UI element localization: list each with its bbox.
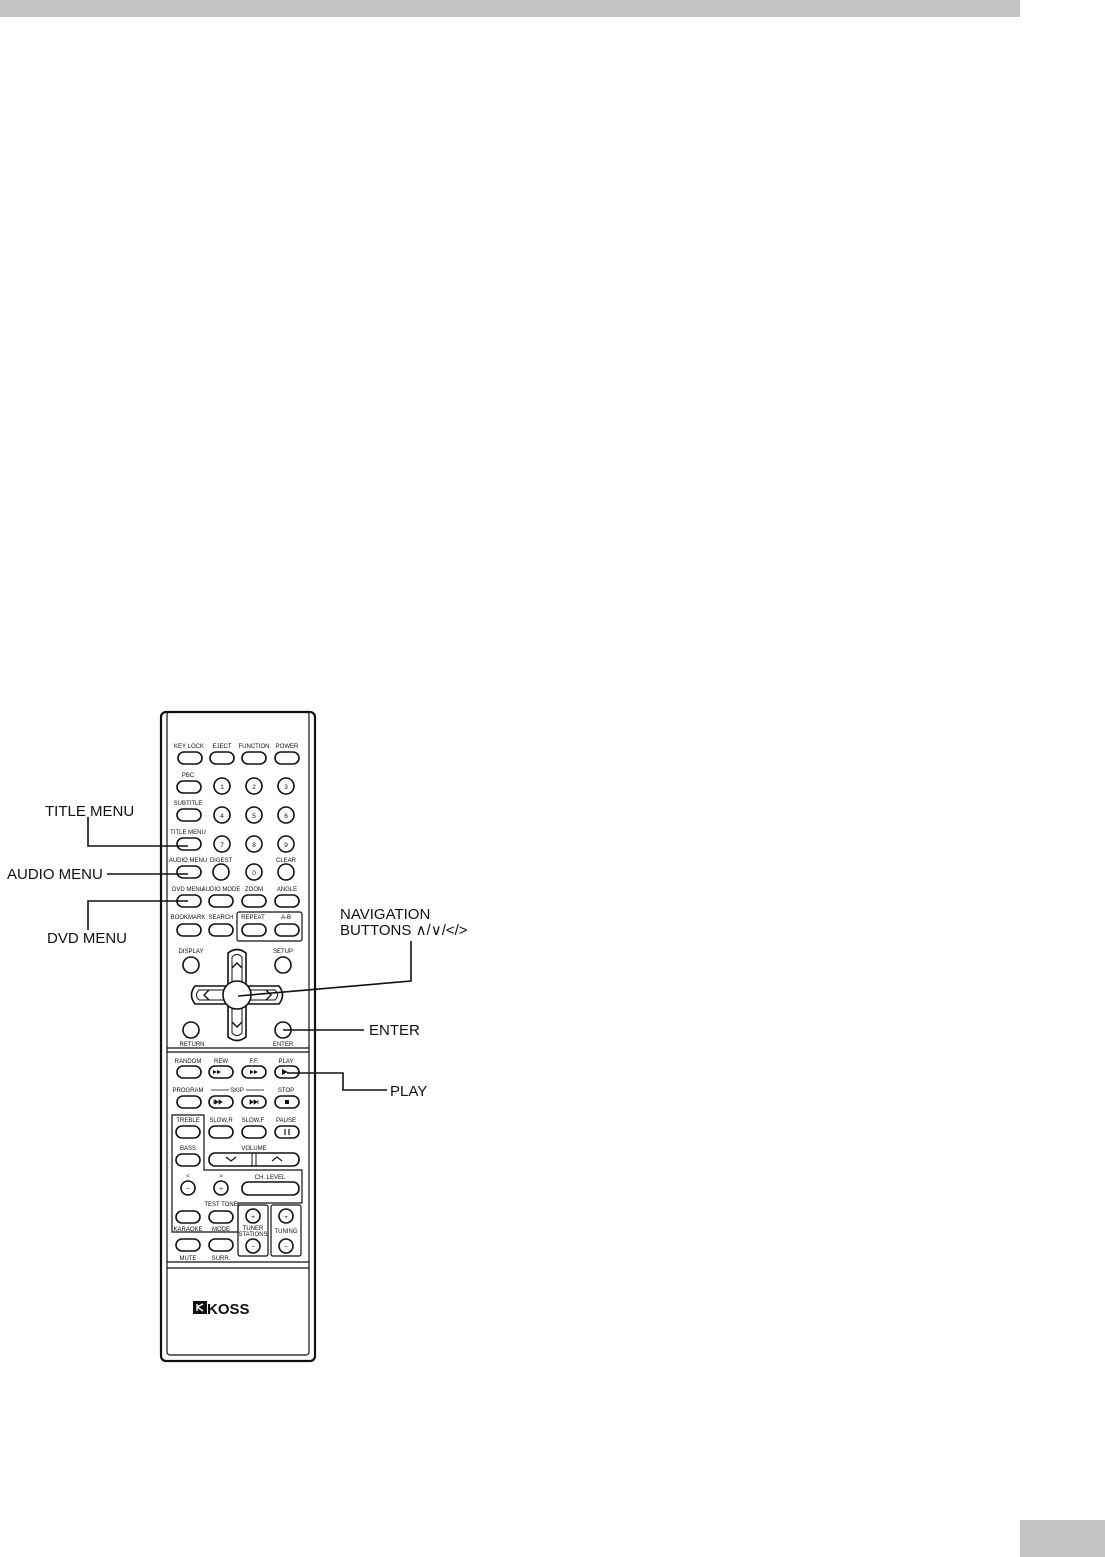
power-label: POWER (275, 744, 299, 750)
return-button[interactable] (183, 1022, 199, 1038)
play-callout: PLAY (390, 1083, 428, 1100)
bookmark-label: BOOKMARK (170, 915, 206, 921)
audio-menu-callout: AUDIO MENU (7, 866, 103, 883)
tuning-plus-label: + (284, 1214, 288, 1221)
dvd-menu-remote-label: DVD MENU (171, 887, 205, 893)
volume-label: VOLUME (241, 1146, 267, 1152)
program-label: PROGRAM (172, 1088, 204, 1094)
tuner-minus-label: − (251, 1244, 255, 1251)
repeat-label: REPEAT (241, 915, 265, 921)
skip-label: SKIP (230, 1088, 244, 1094)
ab-button[interactable] (275, 924, 299, 936)
eject-button[interactable] (210, 752, 234, 764)
slow-r-button[interactable] (209, 1126, 233, 1138)
tuning-minus-label: − (284, 1244, 288, 1251)
display-button[interactable] (183, 957, 199, 973)
title-menu-callout: TITLE MENU (45, 803, 135, 820)
mode-label: MODE (212, 1227, 230, 1233)
stations-label: STATIONS (238, 1232, 268, 1238)
pbc-label: PBC (181, 773, 195, 779)
ch-level-label: CH. LEVEL (254, 1175, 286, 1181)
clear-label: CLEAR (275, 858, 297, 864)
digit-1-label: 1 (220, 784, 224, 791)
enter-remote-label: ENTER (272, 1042, 294, 1048)
digit-8-label: 8 (252, 842, 256, 849)
digit-4-label: 4 (220, 813, 224, 820)
karaoke-label: KARAOKE (173, 1227, 203, 1233)
eject-label: EJECT (212, 744, 232, 750)
lt-label: < (186, 1174, 190, 1180)
bookmark-button[interactable] (177, 924, 201, 936)
audio-mode-button[interactable] (209, 895, 233, 907)
surr-label: SURR. (211, 1256, 231, 1262)
enter-callout: ENTER (369, 1022, 420, 1039)
search-button[interactable] (209, 924, 233, 936)
surr-button[interactable] (209, 1239, 233, 1251)
bass-label: BASS (179, 1146, 197, 1152)
minus-label: − (186, 1186, 190, 1193)
ab-label: A-B (280, 915, 292, 921)
angle-button[interactable] (275, 895, 299, 907)
rew-label: REW (214, 1059, 228, 1065)
test-tone-label: TEST TONE (204, 1202, 238, 1208)
treble-label: TREBLE (176, 1118, 200, 1124)
volume-rocker[interactable] (209, 1153, 299, 1166)
angle-label: ANGLE (276, 887, 298, 893)
digest-label: DIGEST (209, 858, 233, 864)
function-label: FUNCTION (238, 744, 270, 750)
zoom-label: ZOOM (245, 887, 263, 893)
function-button[interactable] (242, 752, 266, 764)
random-button[interactable] (177, 1066, 201, 1078)
digit-5-label: 5 (252, 813, 256, 820)
tuner-label: TUNER (242, 1226, 264, 1232)
bass-button[interactable] (176, 1154, 200, 1166)
pause-label: PAUSE (276, 1118, 296, 1124)
zoom-button[interactable] (242, 895, 266, 907)
setup-label: SETUP (272, 949, 294, 955)
plus-label: + (219, 1186, 223, 1193)
title-menu-remote-label: TITLE MENU (170, 830, 206, 836)
dvd-menu-callout: DVD MENU (47, 930, 128, 947)
ff-label: F.F. (249, 1059, 259, 1065)
slow-f-label: SLOW,F (241, 1118, 265, 1124)
tuner-plus-label: + (251, 1214, 255, 1221)
search-label: SEARCH (208, 915, 234, 921)
mute-button[interactable] (176, 1239, 200, 1251)
title-menu-button[interactable] (177, 838, 201, 850)
digit-3-label: 3 (284, 784, 288, 791)
stop-label: STOP (277, 1088, 295, 1094)
mute-label: MUTE (179, 1256, 197, 1262)
karaoke-button[interactable] (176, 1211, 200, 1223)
digest-button[interactable] (213, 864, 229, 880)
slow-r-label: SLOW,R (209, 1118, 233, 1124)
gt-label: > (219, 1174, 223, 1180)
play-remote-label: PLAY (278, 1059, 294, 1065)
digit-9-label: 9 (284, 842, 288, 849)
key-lock-button[interactable] (178, 752, 202, 764)
pause-button[interactable] (275, 1126, 299, 1138)
setup-button[interactable] (275, 957, 291, 973)
program-button[interactable] (177, 1096, 201, 1108)
pbc-button[interactable] (177, 781, 201, 793)
display-label: DISPLAY (178, 949, 204, 955)
audio-menu-button[interactable] (177, 866, 201, 878)
audio-menu-remote-label: AUDIO MENU (168, 858, 208, 864)
power-button[interactable] (275, 752, 299, 764)
mode-button[interactable] (209, 1211, 233, 1223)
digit-6-label: 6 (284, 813, 288, 820)
slow-f-button[interactable] (242, 1126, 266, 1138)
repeat-button[interactable] (242, 924, 266, 936)
navigation-callout-line1: NAVIGATION (340, 906, 431, 923)
subtitle-button[interactable] (177, 809, 201, 821)
subtitle-label: SUBTITLE (173, 801, 203, 807)
digit-2-label: 2 (252, 784, 256, 791)
audio-mode-label: AUDIO MODE (201, 887, 241, 893)
random-label: RANDOM (174, 1059, 202, 1065)
return-label: RETURN (179, 1042, 205, 1048)
navigation-callout-line2: BUTTONS ∧/∨/</> (340, 922, 468, 939)
digit-7-label: 7 (220, 842, 224, 849)
key-lock-label: KEY LOCK (174, 744, 204, 750)
tuning-label: TUNING (274, 1229, 298, 1235)
ch-level-button[interactable] (242, 1182, 299, 1195)
koss-logo-text: KOSS (207, 1301, 250, 1318)
digit-0-label: 0 (252, 870, 256, 877)
treble-button[interactable] (176, 1126, 200, 1138)
stop-icon (285, 1100, 289, 1104)
clear-button[interactable] (278, 864, 294, 880)
